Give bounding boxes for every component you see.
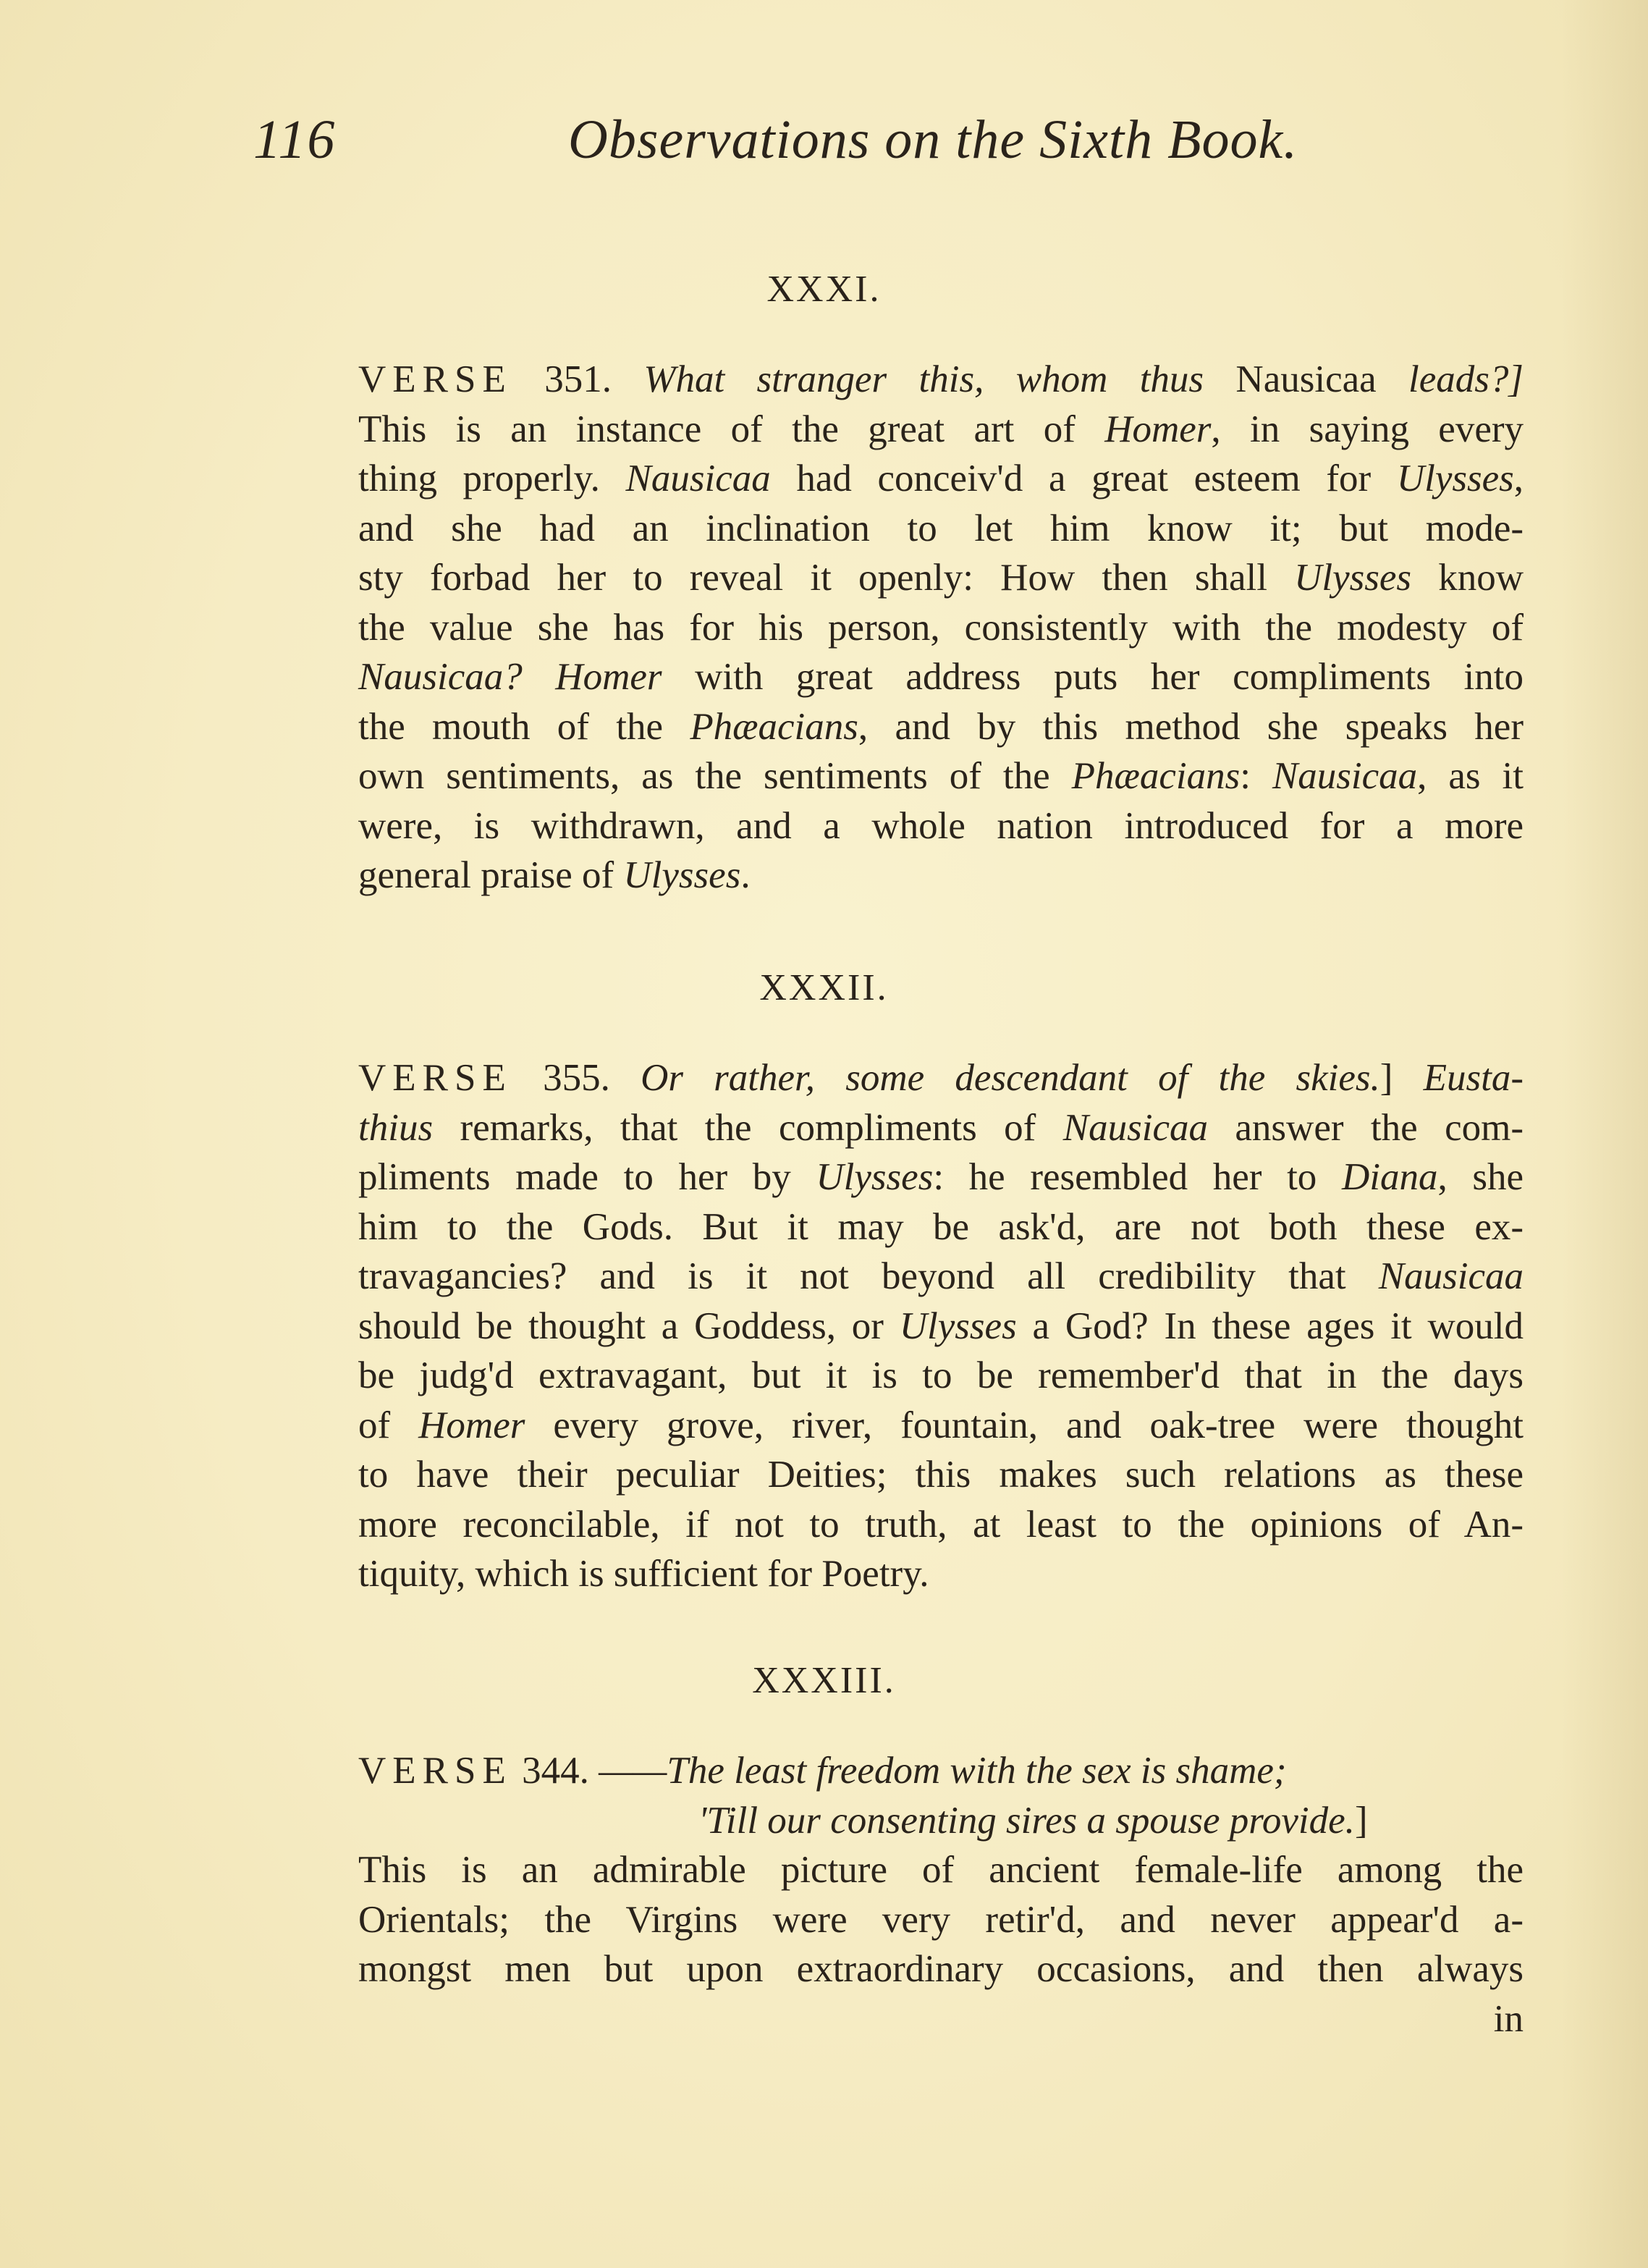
page-number: 116 (253, 109, 337, 170)
text-line: Orientals; the Virgins were very retir'd, and never appear'd a- (358, 1898, 1524, 1941)
text-line: pliments made to her by Ulysses: he resembled her to Diana, she (358, 1156, 1524, 1198)
text-line: mongst men but upon extraordinary occasions, and then always (358, 1948, 1524, 1990)
running-title: Observations on the Sixth Book. (568, 109, 1298, 170)
catchword: in (1493, 1997, 1524, 2040)
text-line: Nausicaa? Homer with great address puts her compliments into (358, 656, 1524, 698)
text-line: were, is withdrawn, and a whole nation introduced for a more (358, 804, 1524, 847)
text-line: own sentiments, as the sentiments of the Phæacians: Nausicaa, as it (358, 755, 1524, 797)
note-xxxi (358, 355, 1524, 901)
text-line: to have their peculiar Deities; this makes such relations as these (358, 1454, 1524, 1496)
text-line: This is an instance of the great art of Homer, in saying every (358, 408, 1524, 450)
text-line: thius remarks, that the compliments of Nausicaa answer the com- (358, 1106, 1524, 1149)
text-line: VERSE 351. What stranger this, whom thus Nausicaa leads?] (358, 358, 1524, 400)
text-line: sty forbad her to reveal it openly: How then shall Ulysses know (358, 557, 1524, 599)
note-xxxiii (358, 1746, 1524, 2044)
page-edge-shadow (1561, 0, 1648, 2268)
text-line: should be thought a Goddess, or Ulysses a God? In these ages it would (358, 1304, 1524, 1347)
text-line: the value she has for his person, consistently with the modesty of (358, 606, 1524, 649)
text-line: thing properly. Nausicaa had conceiv'd a great esteem for Ulysses, (358, 458, 1524, 499)
note-xxxii (358, 1053, 1524, 1599)
text-line: be judg'd extravagant, but it is to be remember'd that in the days (358, 1354, 1524, 1396)
text-line: the mouth of the Phæacians, and by this method she speaks her (358, 705, 1524, 748)
section-heading-xxxi: XXXI. (766, 269, 882, 310)
text-line: and she had an inclination to let him know it; but mode- (358, 507, 1524, 549)
text-line: general praise of Ulysses. (358, 854, 751, 896)
text-line: more reconcilable, if not to truth, at least to the opinions of An- (358, 1503, 1524, 1546)
text-line: This is an admirable picture of ancient female-life among the (358, 1849, 1524, 1891)
text-line: VERSE 355. Or rather, some descendant of the skies.] Eusta- (358, 1057, 1524, 1099)
text-line: of Homer every grove, river, fountain, and oak-tree were thought (358, 1404, 1524, 1446)
text-line: VERSE 344. ——The least freedom with the sex is shame; (358, 1750, 1287, 1792)
text-line: travagancies? and is it not beyond all credibility that Nausicaa (358, 1255, 1524, 1297)
section-heading-xxxii: XXXII. (759, 967, 889, 1008)
section-heading-xxxiii: XXXIII. (752, 1660, 896, 1701)
text-line: him to the Gods. But it may be ask'd, are not both these ex- (358, 1205, 1524, 1248)
text-line: tiquity, which is sufficient for Poetry. (358, 1553, 929, 1595)
page-header (253, 109, 1339, 188)
text-line: 'Till our consenting sires a spouse provide.] (698, 1799, 1368, 1842)
